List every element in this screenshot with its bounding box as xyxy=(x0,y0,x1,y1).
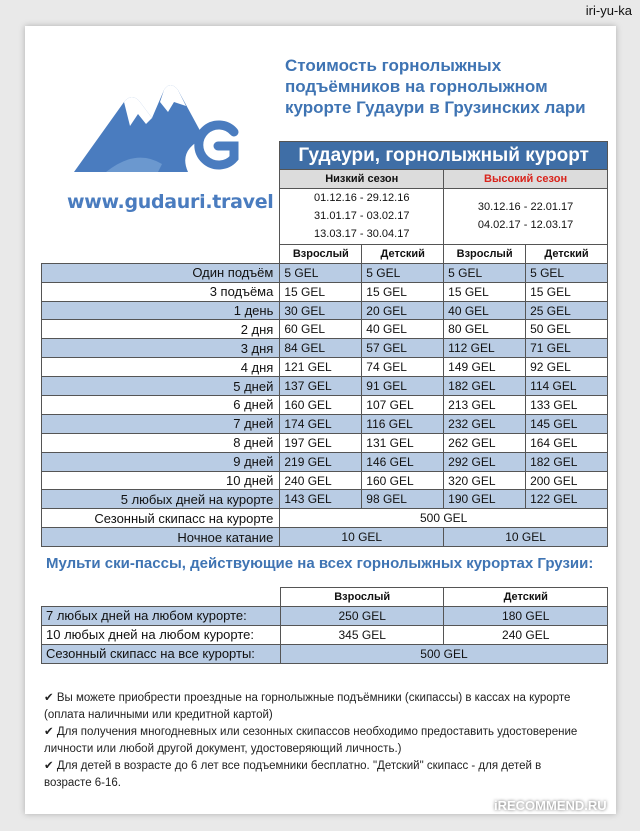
price-cell: 57 GEL xyxy=(362,339,444,358)
date-range: 01.12.16 - 29.12.16 xyxy=(314,192,410,205)
price-cell: 40 GEL xyxy=(362,320,444,339)
price-cell: 500 GEL xyxy=(280,644,607,663)
table-row xyxy=(42,528,608,547)
table-row xyxy=(42,452,608,471)
price-cell: 182 GEL xyxy=(526,452,608,471)
price-cell: 262 GEL xyxy=(444,433,526,452)
price-cell: 71 GEL xyxy=(526,339,608,358)
row-label: 7 дней xyxy=(42,414,280,433)
row-label: Сезонный скипасс на все курорты: xyxy=(42,644,281,663)
price-cell: 15 GEL xyxy=(526,282,608,301)
row-label: 9 дней xyxy=(42,452,280,471)
row-label: Ночное катание xyxy=(42,528,280,547)
row-label: 8 дней xyxy=(42,433,280,452)
price-cell: 145 GEL xyxy=(526,414,608,433)
note-item: ✔ Для получения многодневных или сезонных скипассов необходимо предоставить удостоверение личности или любой другой документ, удостоверяющий личность.) xyxy=(44,726,578,755)
price-cell: 5 GEL xyxy=(280,263,362,282)
price-cell: 40 GEL xyxy=(444,301,526,320)
low-season-header: Низкий сезон xyxy=(280,170,444,189)
table-row xyxy=(42,301,608,320)
date-range: 04.02.17 - 12.03.17 xyxy=(477,219,574,232)
table-row xyxy=(42,263,608,282)
date-range: 31.01.17 - 03.02.17 xyxy=(314,210,410,223)
price-cell: 180 GEL xyxy=(444,606,608,625)
notes-list xyxy=(44,690,589,792)
table-row xyxy=(42,509,608,528)
column-header: Детский xyxy=(526,244,608,263)
table-row xyxy=(42,396,608,415)
table-row xyxy=(42,625,608,644)
table-row xyxy=(42,282,608,301)
watermark: iRECOMMEND.RU xyxy=(494,798,607,813)
price-cell: 213 GEL xyxy=(444,396,526,415)
column-header: Взрослый xyxy=(280,588,444,607)
table-row xyxy=(42,377,608,396)
price-cell: 92 GEL xyxy=(526,358,608,377)
row-label: 10 дней xyxy=(42,471,280,490)
row-label: 10 любых дней на любом курорте: xyxy=(42,625,281,644)
table-row xyxy=(42,433,608,452)
price-cell: 10 GEL xyxy=(444,528,608,547)
price-cell: 240 GEL xyxy=(444,625,608,644)
price-cell: 112 GEL xyxy=(444,339,526,358)
column-header: Детский xyxy=(444,588,608,607)
price-cell: 50 GEL xyxy=(526,320,608,339)
price-cell: 5 GEL xyxy=(362,263,444,282)
price-cell: 190 GEL xyxy=(444,490,526,509)
table-row xyxy=(42,320,608,339)
price-cell: 5 GEL xyxy=(526,263,608,282)
price-cell: 292 GEL xyxy=(444,452,526,471)
page-title: Стоимость горнолыжных подъёмников на горнолыжном курорте Гудаури в Грузинских лари xyxy=(285,56,586,117)
price-cell: 5 GEL xyxy=(444,263,526,282)
price-cell: 200 GEL xyxy=(526,471,608,490)
row-label: 4 дня xyxy=(42,358,280,377)
price-cell: 182 GEL xyxy=(444,377,526,396)
high-season-header: Высокий сезон xyxy=(444,170,608,189)
row-label: 1 день xyxy=(42,301,280,320)
column-header: Взрослый xyxy=(444,244,526,263)
row-label: 5 дней xyxy=(42,377,280,396)
price-cell: 10 GEL xyxy=(280,528,444,547)
price-cell: 131 GEL xyxy=(362,433,444,452)
row-label: 7 любых дней на любом курорте: xyxy=(42,606,281,625)
price-cell: 98 GEL xyxy=(362,490,444,509)
price-cell: 174 GEL xyxy=(280,414,362,433)
date-range: 13.03.17 - 30.04.17 xyxy=(314,228,410,241)
price-cell: 240 GEL xyxy=(280,471,362,490)
price-cell: 149 GEL xyxy=(444,358,526,377)
username-label: iri-yu-ka xyxy=(585,3,632,18)
price-cell: 116 GEL xyxy=(362,414,444,433)
row-label: Один подъём xyxy=(42,263,280,282)
table-row xyxy=(42,414,608,433)
row-label: 3 подъёма xyxy=(42,282,280,301)
column-header: Детский xyxy=(362,244,444,263)
multi-pass-title: Мульти ски-пассы, действующие на всех горнолыжных курортах Грузии: xyxy=(46,555,594,572)
price-cell: 122 GEL xyxy=(526,490,608,509)
price-cell: 164 GEL xyxy=(526,433,608,452)
resort-price-table xyxy=(41,141,608,547)
price-cell: 84 GEL xyxy=(280,339,362,358)
price-cell: 143 GEL xyxy=(280,490,362,509)
price-cell: 250 GEL xyxy=(280,606,444,625)
table-row xyxy=(42,339,608,358)
logo-url: www.gudauri.travel xyxy=(67,191,274,213)
table-row xyxy=(42,606,608,625)
price-cell: 345 GEL xyxy=(280,625,444,644)
price-cell: 25 GEL xyxy=(526,301,608,320)
row-label: 2 дня xyxy=(42,320,280,339)
price-cell: 320 GEL xyxy=(444,471,526,490)
price-cell: 160 GEL xyxy=(280,396,362,415)
price-cell: 20 GEL xyxy=(362,301,444,320)
note-item: ✔ Вы можете приобрести проездные на горнолыжные подъёмники (скипассы) в кассах на курорте (оплата наличными или кредитной картой) xyxy=(44,692,571,721)
row-label: 6 дней xyxy=(42,396,280,415)
row-label: Сезонный скипасс на курорте xyxy=(42,509,280,528)
price-cell: 15 GEL xyxy=(444,282,526,301)
price-cell: 219 GEL xyxy=(280,452,362,471)
price-cell: 137 GEL xyxy=(280,377,362,396)
date-range: 30.12.16 - 22.01.17 xyxy=(477,201,574,214)
table-row xyxy=(42,490,608,509)
price-cell: 232 GEL xyxy=(444,414,526,433)
price-cell: 15 GEL xyxy=(362,282,444,301)
multi-pass-table xyxy=(41,587,608,664)
resort-table-title: Гудаури, горнолыжный курорт xyxy=(280,142,608,170)
price-cell: 121 GEL xyxy=(280,358,362,377)
price-cell: 500 GEL xyxy=(280,509,608,528)
row-label: 3 дня xyxy=(42,339,280,358)
low-season-dates xyxy=(280,188,444,244)
note-item: ✔ Для детей в возрасте до 6 лет все подъемники бесплатно. "Детский" скипасс - для детей в возрасте 6-16. xyxy=(44,760,542,789)
price-cell: 74 GEL xyxy=(362,358,444,377)
price-cell: 91 GEL xyxy=(362,377,444,396)
price-cell: 80 GEL xyxy=(444,320,526,339)
row-label: 5 любых дней на курорте xyxy=(42,490,280,509)
high-season-dates xyxy=(444,188,608,244)
table-row xyxy=(42,358,608,377)
price-cell: 60 GEL xyxy=(280,320,362,339)
price-cell: 146 GEL xyxy=(362,452,444,471)
column-header: Взрослый xyxy=(280,244,362,263)
price-cell: 133 GEL xyxy=(526,396,608,415)
price-cell: 15 GEL xyxy=(280,282,362,301)
price-cell: 197 GEL xyxy=(280,433,362,452)
price-cell: 30 GEL xyxy=(280,301,362,320)
table-row xyxy=(42,471,608,490)
price-cell: 114 GEL xyxy=(526,377,608,396)
price-cell: 107 GEL xyxy=(362,396,444,415)
table-row xyxy=(42,644,608,663)
price-cell: 160 GEL xyxy=(362,471,444,490)
